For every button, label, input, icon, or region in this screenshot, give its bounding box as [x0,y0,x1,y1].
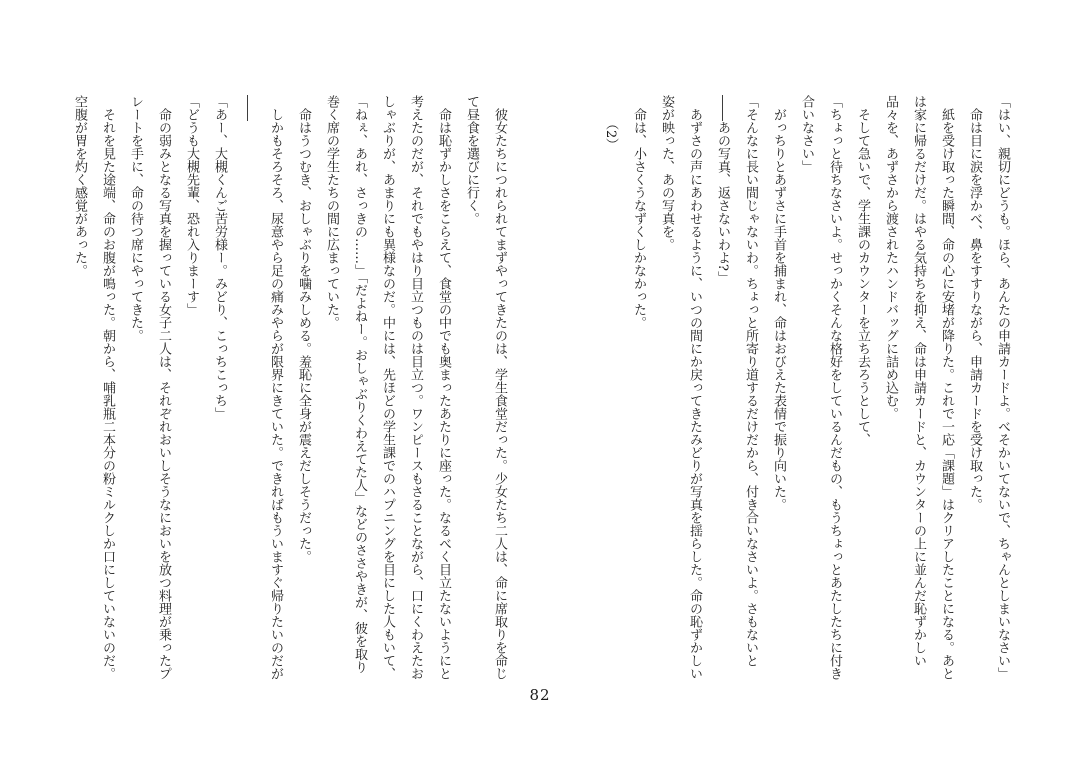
paragraph: 命は恥ずかしさをこらえて、食堂の中でも奥まったあたりに座った。なるべく目立たないようにと考えたのだが、それでもやはり目立つものは目立つ。ワンピースもさることながら、口にくわえたおしゃぶりが、あまりにも異様なのだ。中には、先ほどの学生課でのハプニングを目にした人もいて、「ねぇ、あれ、さっきの……」「だよねー。おしゃぶりくわえてた人」などのささやきが、彼を取り巻く席の学生たちの間に広まっていた。 [324,95,451,680]
paragraph: 命は目に涙を浮かべ、鼻をすすりながら、申請カードを受け取った。 [967,108,982,511]
paragraph: がっちりとあずさに手首を捕まれ、命はおびえた表情で振り向いた。 [771,108,786,511]
paragraph: 「あー、大槻くんご苦労様ー。みどり、こっちこっち」 [212,95,227,420]
paragraph: そして急いで、学生課のカウンターを立ち去ろうとして、 [855,108,870,446]
paragraph: 紙を受け取った瞬間、命の心に安堵が降りた。これで一応「課題」はクリアしたことになる。あとは家に帰るだけだ。はやる気持ちを抑え、命は申請カードと、カウンターの上に並んだ恥ずかしい品々を、あずさから渡されたハンドバッグに詰め込む。 [883,95,954,680]
right-page [538,95,1016,685]
paragraph: 「はい、親切にどうも。ほら、あんたの申請カードよ。べそかいてないで、ちゃんとしまいなさい」 [995,95,1010,680]
paragraph: それを見た途端、命のお腹が鳴った。朝から、哺乳瓶二本分の粉ミルクしか口にしていないのだ。空腹が胃を灼く感覚があった。 [72,95,115,680]
page-number: 82 [529,686,551,704]
paragraph: 「どうも大槻先輩、恐れ入りまーす」 [184,95,199,316]
paragraph: 「そんなに長い間じゃないわ。ちょっと所寄り道するだけだから、付き合いなさいよ。さもないと――あの写真、返さないわよ?」 [715,95,758,667]
paragraph: 命はうつむき、おしゃぶりを噛みしめる。羞恥に全身が震えだしそうだった。 [296,108,311,563]
paragraph: 命の弱みとなる写真を握っている女子二人は、それぞれおいしそうなにおいを放つ料理が乗ったプレートを手に、命の待つ席にやってきた。 [128,95,171,680]
paragraph: 彼女たちにつれられてまずやってきたのは、学生食堂だった。少女たち二人は、命に席取りを命じて昼食を選びに行く。 [464,95,507,680]
paragraph: 命は、小さくうなずくしかなかった。 [631,108,646,329]
paragraph: 「ちょっと待ちなさいよ。せっかくそんな格好をしているんだもの、もうちょっとあたしたちに付き合いなさい」 [799,95,842,680]
paragraph: しかもそろそろ、尿意やら足の痛みやらが限界にきていた。できればもういますぐ帰りたいのだが―― [240,95,283,680]
paragraph: あずさの声にあわせるように、いつの間にか戻ってきたみどりが写真を揺らした。命の恥ずかしい姿が映った、あの写真を。 [659,95,702,680]
section-number: （2） [603,117,618,152]
left-page [63,95,513,685]
